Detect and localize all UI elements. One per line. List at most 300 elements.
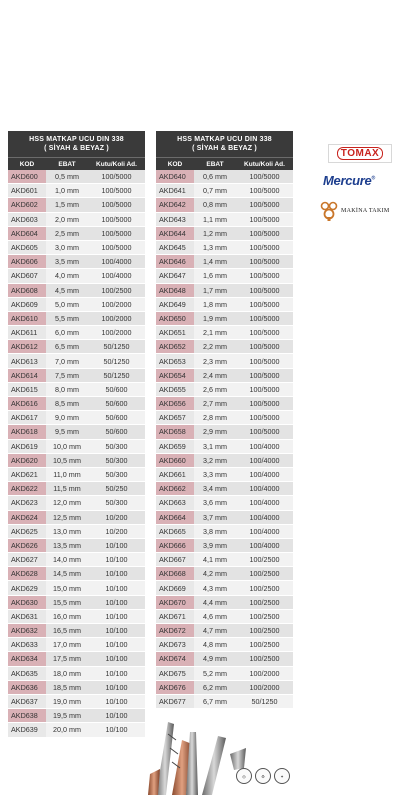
product-size: 4,4 mm [194, 596, 236, 609]
left-table-title [8, 131, 145, 157]
mercure-logo: Mercure® [323, 173, 375, 188]
product-code: AKD647 [156, 269, 194, 282]
product-code: AKD677 [156, 695, 194, 708]
table-row [156, 170, 293, 184]
box-quantity: 50/1250 [88, 340, 145, 353]
table-row [8, 638, 145, 652]
product-size: 12,5 mm [46, 511, 88, 524]
table-row [156, 213, 293, 227]
product-size: 3,4 mm [194, 482, 236, 495]
product-code: AKD620 [8, 454, 46, 467]
product-size: 1,4 mm [194, 255, 236, 268]
table-row [156, 198, 293, 212]
product-size: 3,6 mm [194, 496, 236, 509]
product-code: AKD656 [156, 397, 194, 410]
product-size: 6,0 mm [46, 326, 88, 339]
box-quantity: 100/5000 [236, 354, 293, 367]
box-quantity: 100/5000 [236, 213, 293, 226]
table-row [156, 454, 293, 468]
product-code: AKD641 [156, 184, 194, 197]
left-table-title-line2: ( SİYAH & BEYAZ ) [44, 145, 109, 152]
product-size: 14,5 mm [46, 567, 88, 580]
table-row [156, 184, 293, 198]
product-size: 1,3 mm [194, 241, 236, 254]
product-size: 3,0 mm [46, 241, 88, 254]
product-size: 1,2 mm [194, 227, 236, 240]
table-row [8, 397, 145, 411]
box-quantity: 50/300 [88, 440, 145, 453]
table-row [8, 440, 145, 454]
product-code: AKD646 [156, 255, 194, 268]
box-quantity: 10/100 [88, 709, 145, 722]
box-quantity: 10/100 [88, 667, 145, 680]
product-code: AKD635 [8, 667, 46, 680]
product-size: 1,8 mm [194, 298, 236, 311]
product-size: 4,0 mm [46, 269, 88, 282]
product-size: 7,5 mm [46, 369, 88, 382]
box-quantity: 100/4000 [88, 269, 145, 282]
box-quantity: 50/300 [88, 454, 145, 467]
product-code: AKD606 [8, 255, 46, 268]
tomax-logo-text: TOMAX [337, 147, 383, 160]
box-quantity: 100/4000 [88, 255, 145, 268]
product-size: 9,5 mm [46, 425, 88, 438]
box-quantity: 10/100 [88, 695, 145, 708]
product-size: 6,5 mm [46, 340, 88, 353]
left-product-table [8, 131, 145, 738]
table-row [156, 539, 293, 553]
table-row [156, 298, 293, 312]
makina-takim-logo [320, 200, 398, 222]
mercure-logo-text: Mercure [323, 173, 372, 188]
product-size: 6,7 mm [194, 695, 236, 708]
product-code: AKD627 [8, 553, 46, 566]
column-header-code: KOD [19, 160, 35, 168]
product-code: AKD623 [8, 496, 46, 509]
product-size: 0,6 mm [194, 170, 236, 183]
box-quantity: 10/100 [88, 723, 145, 736]
product-size: 0,7 mm [194, 184, 236, 197]
box-quantity: 10/100 [88, 539, 145, 552]
product-code: AKD629 [8, 581, 46, 594]
product-code: AKD632 [8, 624, 46, 637]
column-header-box: Kutu/Koli Ad. [96, 160, 137, 168]
box-quantity: 10/100 [88, 652, 145, 665]
product-size: 4,2 mm [194, 567, 236, 580]
table-row [156, 425, 293, 439]
box-quantity: 100/2000 [88, 312, 145, 325]
product-size: 17,0 mm [46, 638, 88, 651]
product-code: AKD600 [8, 170, 46, 183]
table-row [8, 255, 145, 269]
table-row [156, 284, 293, 298]
box-quantity: 100/5000 [88, 213, 145, 226]
table-row [8, 681, 145, 695]
product-code: AKD660 [156, 454, 194, 467]
product-code: AKD663 [156, 496, 194, 509]
table-row [8, 553, 145, 567]
product-size: 5,0 mm [46, 298, 88, 311]
product-size: 15,5 mm [46, 596, 88, 609]
table-row [156, 383, 293, 397]
box-quantity: 10/100 [88, 624, 145, 637]
table-row [8, 511, 145, 525]
badge-icon: ◎ [236, 768, 252, 784]
product-size: 12,0 mm [46, 496, 88, 509]
product-size: 5,5 mm [46, 312, 88, 325]
product-code: AKD638 [8, 709, 46, 722]
product-code: AKD616 [8, 397, 46, 410]
box-quantity: 100/2500 [88, 284, 145, 297]
table-row [8, 496, 145, 510]
product-code: AKD653 [156, 354, 194, 367]
table-row [8, 170, 145, 184]
product-code: AKD637 [8, 695, 46, 708]
product-size: 3,1 mm [194, 440, 236, 453]
product-code: AKD621 [8, 468, 46, 481]
product-size: 2,6 mm [194, 383, 236, 396]
box-quantity: 100/4000 [236, 525, 293, 538]
product-size: 8,0 mm [46, 383, 88, 396]
box-quantity: 100/5000 [236, 269, 293, 282]
product-code: AKD602 [8, 198, 46, 211]
product-code: AKD664 [156, 511, 194, 524]
product-size: 4,3 mm [194, 581, 236, 594]
column-header-code: KOD [167, 160, 183, 168]
product-code: AKD652 [156, 340, 194, 353]
box-quantity: 100/4000 [236, 482, 293, 495]
product-size: 3,2 mm [194, 454, 236, 467]
box-quantity: 100/4000 [236, 454, 293, 467]
product-code: AKD625 [8, 525, 46, 538]
table-row [8, 425, 145, 439]
table-row [8, 227, 145, 241]
product-size: 20,0 mm [46, 723, 88, 736]
box-quantity: 100/5000 [88, 198, 145, 211]
tomax-logo [328, 144, 392, 163]
box-quantity: 100/5000 [236, 227, 293, 240]
box-quantity: 100/2500 [236, 624, 293, 637]
table-row [8, 539, 145, 553]
box-quantity: 50/250 [88, 482, 145, 495]
box-quantity: 100/5000 [236, 170, 293, 183]
table-row [156, 567, 293, 581]
product-code: AKD626 [8, 539, 46, 552]
box-quantity: 10/100 [88, 638, 145, 651]
left-table-body [8, 170, 145, 738]
table-row [156, 227, 293, 241]
table-row [8, 284, 145, 298]
box-quantity: 50/600 [88, 397, 145, 410]
table-row [156, 468, 293, 482]
product-code: AKD668 [156, 567, 194, 580]
box-quantity: 100/2000 [88, 326, 145, 339]
product-code: AKD622 [8, 482, 46, 495]
product-size: 2,4 mm [194, 369, 236, 382]
product-size: 4,8 mm [194, 638, 236, 651]
table-row [156, 610, 293, 624]
product-code: AKD633 [8, 638, 46, 651]
box-quantity: 100/5000 [236, 326, 293, 339]
product-code: AKD666 [156, 539, 194, 552]
product-size: 6,2 mm [194, 681, 236, 694]
box-quantity: 100/2000 [236, 681, 293, 694]
product-code: AKD611 [8, 326, 46, 339]
product-code: AKD630 [8, 596, 46, 609]
table-row [8, 624, 145, 638]
table-row [8, 695, 145, 709]
table-row [8, 652, 145, 666]
box-quantity: 10/100 [88, 581, 145, 594]
table-row [8, 369, 145, 383]
product-code: AKD618 [8, 425, 46, 438]
product-size: 2,9 mm [194, 425, 236, 438]
table-row [156, 596, 293, 610]
table-row [156, 312, 293, 326]
badge-icon: ✦ [274, 768, 290, 784]
table-row [8, 326, 145, 340]
right-table-column-headers [156, 157, 293, 170]
right-table-title-line2: ( SİYAH & BEYAZ ) [192, 145, 257, 152]
box-quantity: 50/600 [88, 411, 145, 424]
product-code: AKD636 [8, 681, 46, 694]
product-code: AKD613 [8, 354, 46, 367]
product-size: 14,0 mm [46, 553, 88, 566]
right-table-title [156, 131, 293, 157]
product-size: 3,7 mm [194, 511, 236, 524]
certification-badges [236, 768, 290, 784]
box-quantity: 100/2500 [236, 553, 293, 566]
product-code: AKD654 [156, 369, 194, 382]
table-row [8, 468, 145, 482]
product-size: 11,0 mm [46, 468, 88, 481]
product-code: AKD639 [8, 723, 46, 736]
product-size: 5,2 mm [194, 667, 236, 680]
box-quantity: 50/1250 [88, 354, 145, 367]
table-row [156, 411, 293, 425]
product-size: 4,6 mm [194, 610, 236, 623]
product-code: AKD659 [156, 440, 194, 453]
table-row [8, 354, 145, 368]
product-code: AKD669 [156, 581, 194, 594]
product-code: AKD676 [156, 681, 194, 694]
table-row [8, 667, 145, 681]
product-size: 13,0 mm [46, 525, 88, 538]
table-row [8, 411, 145, 425]
box-quantity: 100/2500 [236, 652, 293, 665]
table-row [8, 610, 145, 624]
table-row [8, 340, 145, 354]
box-quantity: 100/5000 [236, 369, 293, 382]
product-code: AKD651 [156, 326, 194, 339]
table-row [8, 482, 145, 496]
product-size: 0,5 mm [46, 170, 88, 183]
product-size: 2,8 mm [194, 411, 236, 424]
product-size: 4,5 mm [46, 284, 88, 297]
product-code: AKD673 [156, 638, 194, 651]
product-size: 1,1 mm [194, 213, 236, 226]
product-size: 1,9 mm [194, 312, 236, 325]
product-size: 16,0 mm [46, 610, 88, 623]
table-row [156, 553, 293, 567]
table-row [8, 298, 145, 312]
product-code: AKD614 [8, 369, 46, 382]
product-size: 8,5 mm [46, 397, 88, 410]
table-row [8, 312, 145, 326]
product-size: 19,5 mm [46, 709, 88, 722]
right-table-title-line1: HSS MATKAP UCU DIN 338 [177, 136, 272, 143]
product-code: AKD628 [8, 567, 46, 580]
box-quantity: 100/5000 [236, 241, 293, 254]
box-quantity: 10/200 [88, 511, 145, 524]
box-quantity: 100/2000 [88, 298, 145, 311]
product-size: 18,5 mm [46, 681, 88, 694]
table-row [156, 482, 293, 496]
box-quantity: 10/200 [88, 525, 145, 538]
product-size: 4,9 mm [194, 652, 236, 665]
product-size: 4,1 mm [194, 553, 236, 566]
table-row [156, 525, 293, 539]
table-row [8, 525, 145, 539]
product-size: 3,9 mm [194, 539, 236, 552]
product-code: AKD605 [8, 241, 46, 254]
product-size: 1,0 mm [46, 184, 88, 197]
table-row [8, 723, 145, 737]
column-header-size: EBAT [58, 160, 76, 168]
product-size: 3,5 mm [46, 255, 88, 268]
box-quantity: 100/5000 [236, 284, 293, 297]
product-code: AKD601 [8, 184, 46, 197]
right-table-body [156, 170, 293, 709]
product-size: 9,0 mm [46, 411, 88, 424]
table-row [156, 241, 293, 255]
left-table-title-line1: HSS MATKAP UCU DIN 338 [29, 136, 124, 143]
product-code: AKD634 [8, 652, 46, 665]
box-quantity: 100/5000 [88, 227, 145, 240]
product-size: 3,3 mm [194, 468, 236, 481]
product-size: 10,0 mm [46, 440, 88, 453]
box-quantity: 100/4000 [236, 440, 293, 453]
product-code: AKD603 [8, 213, 46, 226]
product-size: 2,0 mm [46, 213, 88, 226]
table-row [156, 440, 293, 454]
box-quantity: 100/2500 [236, 610, 293, 623]
box-quantity: 100/2500 [236, 581, 293, 594]
product-code: AKD631 [8, 610, 46, 623]
product-code: AKD645 [156, 241, 194, 254]
table-row [8, 383, 145, 397]
box-quantity: 100/5000 [88, 184, 145, 197]
box-quantity: 50/1250 [88, 369, 145, 382]
product-code: AKD604 [8, 227, 46, 240]
table-row [156, 340, 293, 354]
product-code: AKD615 [8, 383, 46, 396]
box-quantity: 100/2500 [236, 596, 293, 609]
product-size: 17,5 mm [46, 652, 88, 665]
table-row [156, 269, 293, 283]
box-quantity: 100/5000 [236, 298, 293, 311]
box-quantity: 50/600 [88, 383, 145, 396]
product-size: 2,7 mm [194, 397, 236, 410]
makina-logo-icon [320, 201, 338, 221]
product-code: AKD665 [156, 525, 194, 538]
table-row [8, 184, 145, 198]
product-code: AKD607 [8, 269, 46, 282]
product-code: AKD661 [156, 468, 194, 481]
table-row [156, 638, 293, 652]
box-quantity: 100/2500 [236, 638, 293, 651]
box-quantity: 100/5000 [236, 397, 293, 410]
table-row [156, 624, 293, 638]
product-size: 1,5 mm [46, 198, 88, 211]
table-row [8, 596, 145, 610]
box-quantity: 100/5000 [236, 184, 293, 197]
box-quantity: 10/100 [88, 681, 145, 694]
product-code: AKD675 [156, 667, 194, 680]
table-row [156, 667, 293, 681]
badge-icon: ⚙ [255, 768, 271, 784]
table-row [8, 213, 145, 227]
box-quantity: 50/300 [88, 496, 145, 509]
table-row [8, 709, 145, 723]
table-row [8, 241, 145, 255]
box-quantity: 100/4000 [236, 539, 293, 552]
box-quantity: 50/1250 [236, 695, 293, 708]
product-code: AKD643 [156, 213, 194, 226]
table-row [156, 354, 293, 368]
product-code: AKD672 [156, 624, 194, 637]
box-quantity: 100/4000 [236, 468, 293, 481]
product-code: AKD640 [156, 170, 194, 183]
box-quantity: 100/5000 [236, 312, 293, 325]
table-row [156, 681, 293, 695]
product-size: 7,0 mm [46, 354, 88, 367]
product-size: 2,5 mm [46, 227, 88, 240]
product-size: 1,7 mm [194, 284, 236, 297]
box-quantity: 100/5000 [236, 340, 293, 353]
product-code: AKD624 [8, 511, 46, 524]
product-code: AKD608 [8, 284, 46, 297]
table-row [156, 326, 293, 340]
product-code: AKD671 [156, 610, 194, 623]
product-code: AKD670 [156, 596, 194, 609]
table-row [156, 397, 293, 411]
box-quantity: 10/100 [88, 596, 145, 609]
box-quantity: 100/2500 [236, 567, 293, 580]
table-row [8, 269, 145, 283]
product-code: AKD619 [8, 440, 46, 453]
product-size: 2,2 mm [194, 340, 236, 353]
box-quantity: 10/100 [88, 553, 145, 566]
table-row [156, 369, 293, 383]
product-size: 0,8 mm [194, 198, 236, 211]
box-quantity: 50/600 [88, 425, 145, 438]
table-row [156, 695, 293, 709]
box-quantity: 100/5000 [88, 170, 145, 183]
table-row [8, 581, 145, 595]
box-quantity: 100/5000 [236, 383, 293, 396]
box-quantity: 10/100 [88, 610, 145, 623]
table-row [156, 652, 293, 666]
table-row [156, 496, 293, 510]
right-product-table [156, 131, 293, 709]
product-code: AKD650 [156, 312, 194, 325]
product-size: 11,5 mm [46, 482, 88, 495]
makina-logo-text: MAKİNA TAKIM [341, 208, 390, 214]
table-row [8, 454, 145, 468]
table-row [8, 198, 145, 212]
product-code: AKD658 [156, 425, 194, 438]
